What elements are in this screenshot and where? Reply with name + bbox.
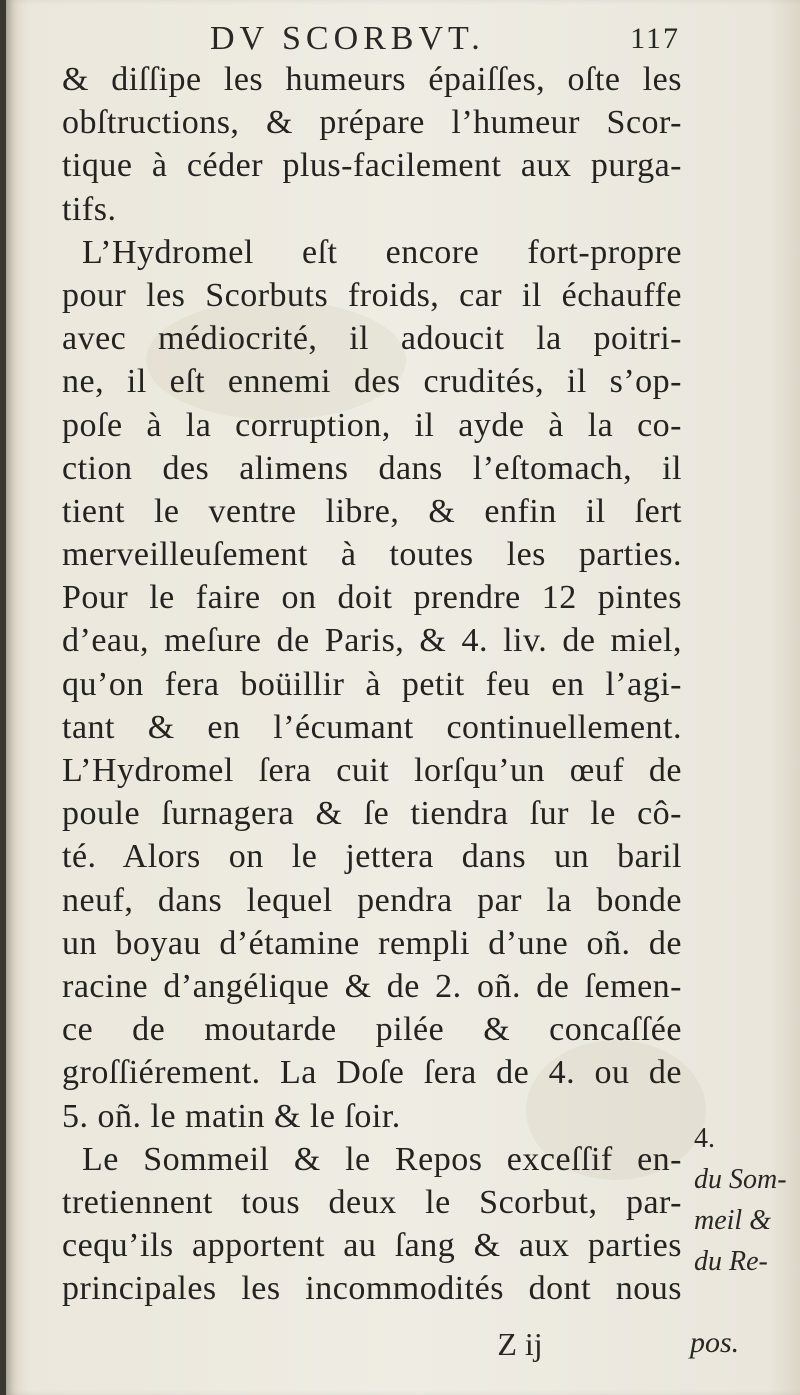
margin-note xyxy=(694,1118,794,1282)
text-line: racine d’angélique & de 2. oñ. de ſemen- xyxy=(62,967,682,1005)
text-line: groſſiérement. La Doſe ſera de 4. ou de xyxy=(62,1054,682,1092)
text-line: 5. oñ. le matin & le ſoir. xyxy=(62,1097,401,1135)
text-line: cequ’ils apportent au ſang & aux parties xyxy=(62,1227,682,1265)
text-line: ne, il eſt ennemi des crudités, il s’op- xyxy=(62,363,682,401)
text-line: té. Alors on le jettera dans un baril xyxy=(62,838,682,876)
text-line: tient le ventre libre, & enfin il ſert xyxy=(62,492,682,530)
margin-note-line: meil & xyxy=(694,1205,771,1236)
margin-note-line: du Re- xyxy=(694,1246,768,1277)
text-line: ction des alimens dans l’eſtomach, il xyxy=(62,449,682,487)
text-line: Pour le faire on doit prendre 12 pintes xyxy=(62,579,682,617)
running-title: DV SCORBVT. xyxy=(210,20,485,57)
text-line: & diſſipe les humeurs épaiſſes, oſte les xyxy=(62,61,682,98)
margin-note-line: 4. xyxy=(694,1123,715,1154)
text-line: tretiennent tous deux le Scorbut, par- xyxy=(62,1183,682,1221)
text-line: d’eau, meſure de Paris, & 4. liv. de miel, xyxy=(62,622,682,660)
text-line: pour les Scorbuts froids, car il échauffe xyxy=(62,276,682,314)
text-line: poſe à la corruption, il ayde à la co- xyxy=(62,406,682,444)
catchword: pos. xyxy=(690,1326,740,1359)
signature-mark: Z ij xyxy=(497,1326,543,1362)
text-line: Le Sommeil & le Repos exceſſif en- xyxy=(82,1140,682,1178)
text-line: tifs. xyxy=(62,190,117,228)
text-line: merveilleuſement à toutes les parties. xyxy=(62,536,682,574)
page-number: 117 xyxy=(630,22,680,55)
text-line: obſtructions, & prépare l’humeur Scor- xyxy=(62,104,682,142)
text-line: avec médiocrité, il adoucit la poitri- xyxy=(62,320,682,358)
text-line: L’Hydromel eſt encore fort-propre xyxy=(82,233,682,271)
margin-note-line: du Som- xyxy=(694,1164,787,1195)
text-line: un boyau d’étamine rempli d’une oñ. de xyxy=(62,924,682,962)
text-line: poule ſurnagera & ſe tiendra ſur le cô- xyxy=(62,795,682,833)
text-line: qu’on fera boüillir à petit feu en l’agi- xyxy=(62,665,682,703)
text-line: tique à céder plus-facilement aux purga- xyxy=(62,147,682,185)
text-line: tant & en l’écumant continuellement. xyxy=(62,708,682,746)
text-line: L’Hydromel ſera cuit lorſqu’un œuf de xyxy=(62,752,682,789)
body-text xyxy=(62,58,682,1310)
text-line: principales les incommodités dont nous xyxy=(62,1270,682,1308)
text-line: neuf, dans lequel pendra par la bonde xyxy=(62,881,682,919)
text-line: ce de moutarde pilée & concaſſée xyxy=(62,1011,682,1049)
